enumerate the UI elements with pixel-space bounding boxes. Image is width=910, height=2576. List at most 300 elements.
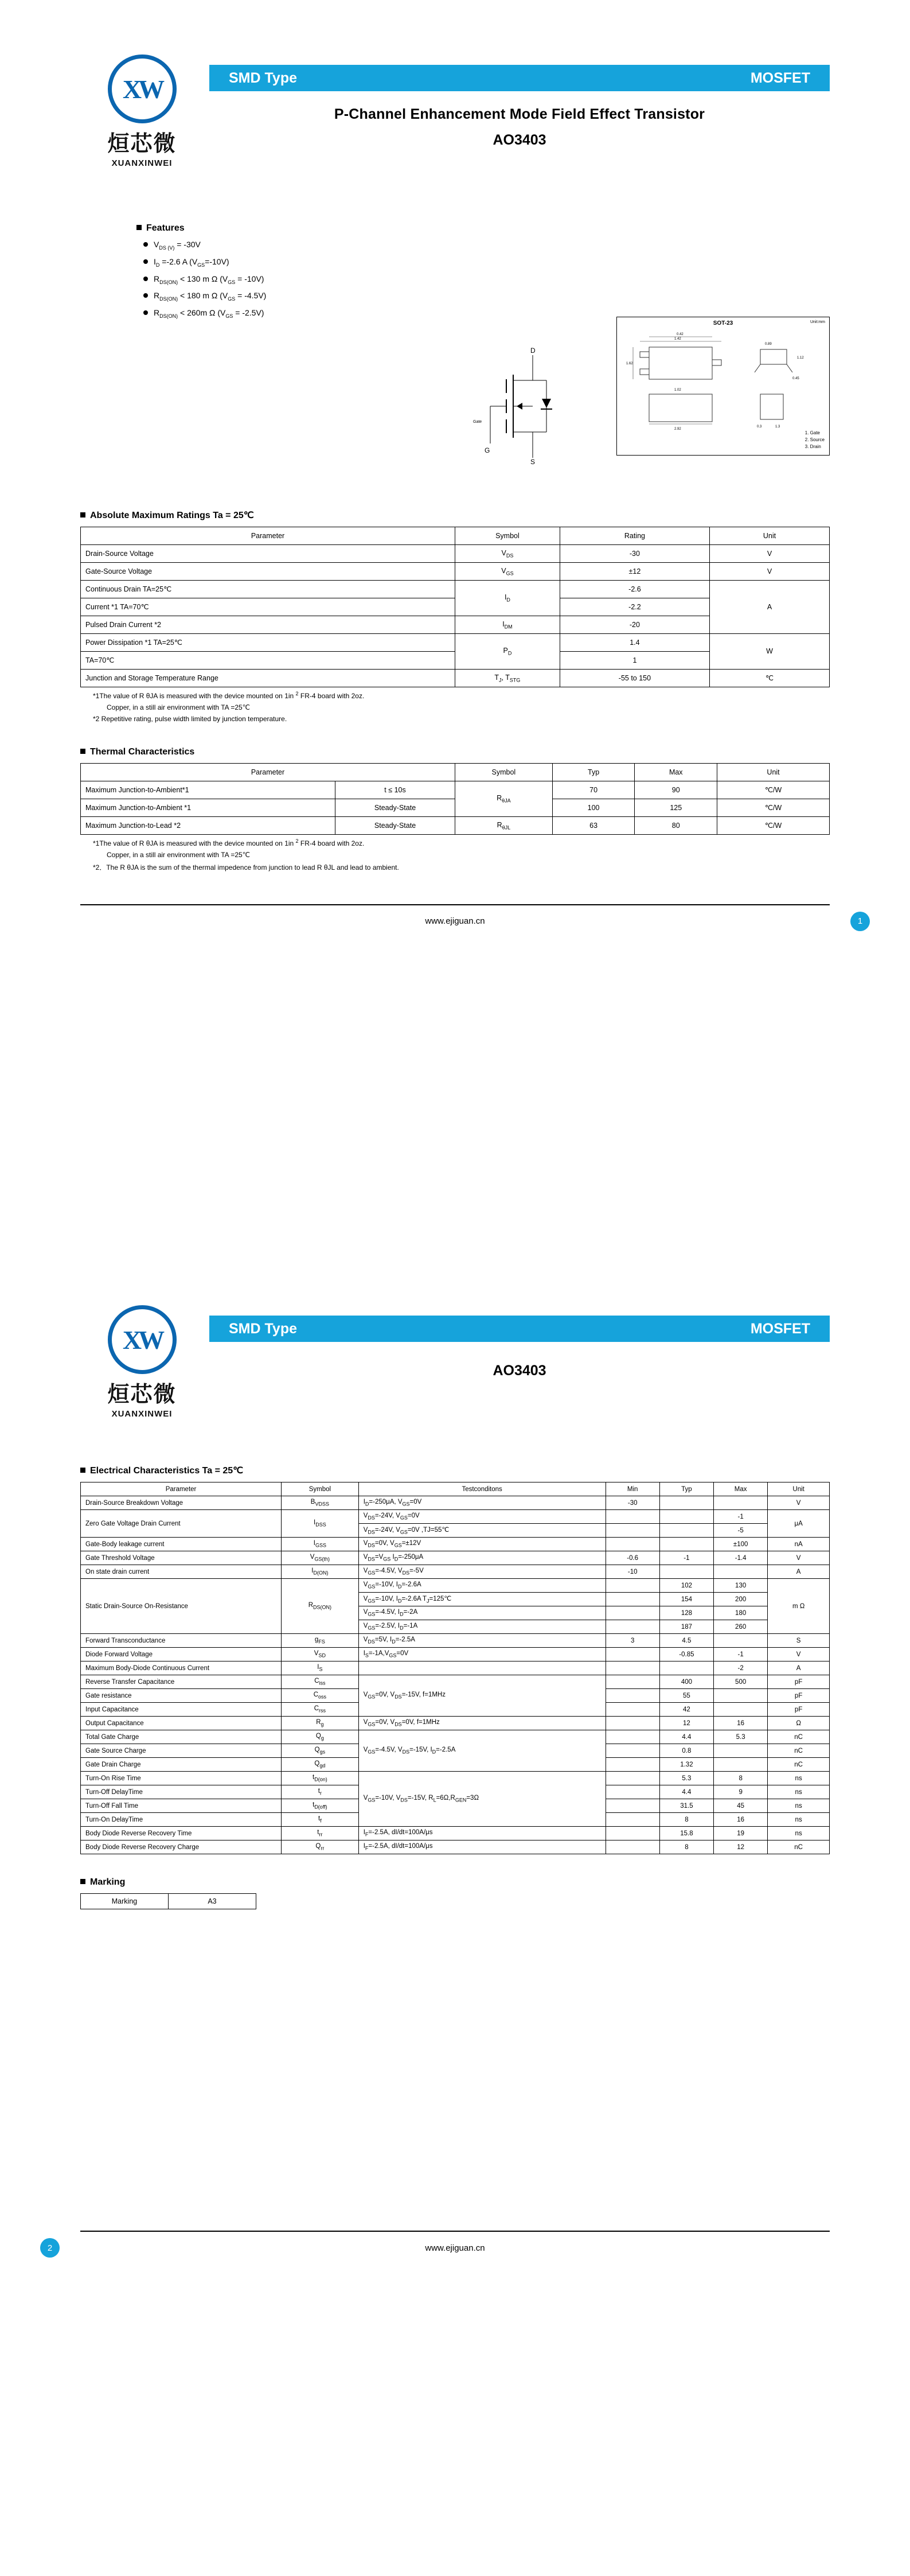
- cell-max: 16: [714, 1717, 768, 1730]
- cell-condition: $V_{GS}=0V$, $V_{DS}=-15V$, f=1MHz: [358, 1675, 606, 1717]
- cell-unit: nC: [768, 1744, 830, 1758]
- cell-min: -10: [606, 1565, 659, 1579]
- cell-parameter: Gate Drain Charge: [81, 1758, 282, 1772]
- thermal-note-1: *1The value of R θJA is measured with the device mounted on 1in $^2$ FR-4 board with 2oz.: [93, 838, 365, 847]
- marking-title: Marking: [80, 1877, 830, 1888]
- cell-condition: $V_{DS}=0V$, $V_{GS}=\pm 12V$: [358, 1538, 606, 1551]
- column-header: Unit: [768, 1482, 830, 1496]
- cell-parameter: Drain-Source Breakdown Voltage: [81, 1496, 282, 1510]
- header-banner: [209, 65, 830, 91]
- table-row: [81, 1675, 830, 1689]
- cell-parameter: Gate Source Charge: [81, 1744, 282, 1758]
- logo-mark: XW: [122, 1325, 162, 1355]
- table-header-row: [81, 1482, 830, 1496]
- cell-typ: 154: [659, 1593, 713, 1606]
- cell-symbol: $V_{SD}$: [282, 1648, 359, 1661]
- cell-parameter: Gate-Source Voltage: [81, 562, 455, 580]
- cell-max: [714, 1703, 768, 1717]
- table-row: [81, 580, 830, 598]
- cell-max: 180: [714, 1606, 768, 1620]
- column-header: Testconditons: [358, 1482, 606, 1496]
- cell-parameter: Current *1 TA=70℃: [81, 598, 455, 616]
- cell-symbol: $V_{GS}$: [455, 562, 560, 580]
- column-header: Symbol: [282, 1482, 359, 1496]
- table-row: [81, 1496, 830, 1510]
- features-title: Features: [136, 223, 830, 234]
- cell-unit: Ω: [768, 1717, 830, 1730]
- cell-parameter: Maximum Body-Diode Continuous Current: [81, 1661, 282, 1675]
- svg-text:G: G: [484, 446, 490, 454]
- thermal-note-2: Copper, in a still air environment with TA =25℃: [107, 850, 251, 859]
- cell-condition: $V_{GS}=-10V$, $I_D=-2.6A$: [358, 1579, 606, 1593]
- column-header: Rating: [560, 527, 709, 544]
- cell-symbol: $g_{FS}$: [282, 1634, 359, 1648]
- cell-symbol: $C_{rss}$: [282, 1703, 359, 1717]
- thermal-note-3: *2．The R θJA is the sum of the thermal impedence from junction to lead R θJL and lead to ambient.: [93, 863, 399, 871]
- part-number: AO3403: [493, 1363, 546, 1379]
- column-header: Parameter: [81, 527, 455, 544]
- cell-symbol: $I_{GSS}$: [282, 1538, 359, 1551]
- cell-symbol: $Q_g$: [282, 1730, 359, 1744]
- cell-condition: $V_{GS}=-4.5V$, $V_{DS}=-15V$, $I_D=-2.5A$: [358, 1730, 606, 1772]
- cell-min: [606, 1661, 659, 1675]
- bullet-square-icon: [80, 1468, 85, 1473]
- cell-parameter: Forward Transconductance: [81, 1634, 282, 1648]
- cell-min: [606, 1827, 659, 1840]
- cell-typ: 31.5: [659, 1799, 713, 1813]
- cell-min: [606, 1510, 659, 1524]
- bullet-square-icon: [80, 1879, 85, 1884]
- pin-2: 2. Source: [804, 437, 825, 442]
- cell-symbol: $t_{rr}$: [282, 1827, 359, 1840]
- cell-typ: 70: [552, 781, 635, 799]
- features-list: [143, 240, 830, 319]
- cell-parameter: Zero Gate Voltage Drain Current: [81, 1510, 282, 1538]
- table-row: [81, 1634, 830, 1648]
- feature-item: $I_D =-2.6$ A $(V_{GS}=-10V)$: [143, 257, 830, 268]
- electrical-section: [80, 1465, 830, 1854]
- cell-parameter: Drain-Source Voltage: [81, 544, 455, 562]
- cell-max: -2: [714, 1661, 768, 1675]
- cell-min: [606, 1840, 659, 1854]
- cell-symbol: $t_{D(on)}$: [282, 1772, 359, 1785]
- cell-unit: W: [710, 633, 830, 669]
- cell-typ: 1.32: [659, 1758, 713, 1772]
- cell-symbol: $I_S$: [282, 1661, 359, 1675]
- cell-symbol: $C_{iss}$: [282, 1675, 359, 1689]
- cell-max: ±100: [714, 1538, 768, 1551]
- cell-typ: [659, 1565, 713, 1579]
- cell-typ: 4.4: [659, 1730, 713, 1744]
- cell-symbol: $Q_{gd}$: [282, 1758, 359, 1772]
- cell-condition: Steady-State: [335, 799, 455, 816]
- table-row: [81, 544, 830, 562]
- company-name-cn: 烜芯微: [107, 132, 177, 156]
- bullet-square-icon: [80, 512, 85, 517]
- cell-symbol: $B_{VDSS}$: [282, 1496, 359, 1510]
- cell-unit: pF: [768, 1703, 830, 1717]
- cell-symbol: $I_D$: [455, 580, 560, 616]
- cell-unit: ℃: [710, 669, 830, 687]
- cell-max: [714, 1565, 768, 1579]
- abs-max-note-1: *1The value of R θJA is measured with the device mounted on 1in $^2$ FR-4 board with 2oz.: [93, 690, 365, 700]
- cell-max: -1.4: [714, 1551, 768, 1565]
- cell-parameter: Maximum Junction-to-Ambient*1: [81, 781, 335, 799]
- cell-parameter: Maximum Junction-to-Lead *2: [81, 816, 335, 834]
- table-row: [81, 562, 830, 580]
- cell-symbol: $V_{DS}$: [455, 544, 560, 562]
- cell-unit: V: [710, 544, 830, 562]
- cell-unit: S: [768, 1634, 830, 1648]
- cell-typ: -0.85: [659, 1648, 713, 1661]
- cell-parameter: Turn-On Rise Time: [81, 1772, 282, 1785]
- cell-min: [606, 1813, 659, 1827]
- cell-unit: ns: [768, 1827, 830, 1840]
- bullet-square-icon: [80, 749, 85, 754]
- table-row: [81, 1840, 830, 1854]
- marking-label: Marking: [81, 1894, 169, 1909]
- cell-max: 200: [714, 1593, 768, 1606]
- company-logo: [80, 1305, 204, 1419]
- cell-typ: 55: [659, 1689, 713, 1703]
- table-row: [81, 1827, 830, 1840]
- cell-rating: -30: [560, 544, 709, 562]
- part-number: AO3403: [493, 132, 546, 148]
- thermal-table: [80, 763, 830, 835]
- cell-max: [714, 1634, 768, 1648]
- cell-typ: 400: [659, 1675, 713, 1689]
- cell-unit: V: [768, 1496, 830, 1510]
- cell-rating: ±12: [560, 562, 709, 580]
- cell-typ: 15.8: [659, 1827, 713, 1840]
- cell-max: 9: [714, 1785, 768, 1799]
- cell-unit: V: [710, 562, 830, 580]
- cell-max: 90: [635, 781, 717, 799]
- cell-unit: ns: [768, 1772, 830, 1785]
- cell-typ: [659, 1496, 713, 1510]
- page-1: [0, 0, 910, 1271]
- cell-condition: Steady-State: [335, 816, 455, 834]
- page-2-footer: [47, 2232, 830, 2264]
- cell-condition: $V_{GS}=-4.5V$, $I_D=-2A$: [358, 1606, 606, 1620]
- cell-symbol: $I_{DM}$: [455, 616, 560, 633]
- cell-symbol: $P_D$: [455, 633, 560, 669]
- cell-parameter: Gate-Body leakage current: [81, 1538, 282, 1551]
- cell-symbol: $R_{\theta JA}$: [455, 781, 553, 816]
- column-header: Typ: [659, 1482, 713, 1496]
- page-header: [80, 0, 830, 168]
- cell-unit: m Ω: [768, 1579, 830, 1634]
- feature-item: $R_{DS(ON)} < 260m$ Ω $(V_{GS} = -2.5V)$: [143, 308, 830, 319]
- cell-unit: ns: [768, 1813, 830, 1827]
- bullet-dot-icon: [143, 259, 148, 264]
- cell-parameter: Gate resistance: [81, 1689, 282, 1703]
- cell-min: [606, 1689, 659, 1703]
- abs-max-table: [80, 527, 830, 687]
- cell-condition: [358, 1661, 606, 1675]
- marking-section: [80, 1877, 830, 1909]
- cell-rating: -20: [560, 616, 709, 633]
- cell-typ: 42: [659, 1703, 713, 1717]
- cell-min: 3: [606, 1634, 659, 1648]
- banner-left-label: SMD Type: [229, 1320, 297, 1337]
- cell-parameter: Reverse Transfer Capacitance: [81, 1675, 282, 1689]
- cell-unit: nC: [768, 1758, 830, 1772]
- cell-unit: pF: [768, 1689, 830, 1703]
- cell-parameter: TA=70℃: [81, 651, 455, 669]
- cell-unit: ns: [768, 1785, 830, 1799]
- cell-typ: [659, 1510, 713, 1524]
- table-row: [81, 781, 830, 799]
- table-row: [81, 1894, 256, 1909]
- cell-max: 8: [714, 1772, 768, 1785]
- svg-text:Gate: Gate: [472, 419, 482, 424]
- cell-max: 16: [714, 1813, 768, 1827]
- cell-condition: $V_{DS}=V_{GS}$ $I_D=-250\mu A$: [358, 1551, 606, 1565]
- cell-condition: $V_{GS}=0V$, $V_{DS}=0V$, f=1MHz: [358, 1717, 606, 1730]
- bullet-square-icon: [136, 225, 142, 230]
- company-logo: [80, 55, 204, 168]
- column-header: Max: [635, 763, 717, 781]
- table-row: [81, 1565, 830, 1579]
- cell-parameter: Turn-Off Fall Time: [81, 1799, 282, 1813]
- cell-parameter: Gate Threshold Voltage: [81, 1551, 282, 1565]
- cell-unit: V: [768, 1648, 830, 1661]
- package-title: SOT-23: [713, 320, 733, 326]
- cell-parameter: Continuous Drain TA=25℃: [81, 580, 455, 598]
- banner-right-label: MOSFET: [750, 69, 810, 86]
- cell-min: [606, 1620, 659, 1634]
- cell-parameter: Maximum Junction-to-Ambient *1: [81, 799, 335, 816]
- cell-symbol: $t_{D(off)}$: [282, 1799, 359, 1813]
- company-name-pinyin: XUANXINWEI: [111, 1409, 173, 1419]
- table-row: [81, 633, 830, 651]
- cell-min: -0.6: [606, 1551, 659, 1565]
- features-section: [80, 223, 830, 319]
- cell-min: [606, 1648, 659, 1661]
- cell-typ: [659, 1538, 713, 1551]
- cell-rating: 1.4: [560, 633, 709, 651]
- cell-condition: $I_S=-1A,V_{GS}=0V$: [358, 1648, 606, 1661]
- cell-parameter: Diode Forward Voltage: [81, 1648, 282, 1661]
- column-header: Symbol: [455, 763, 553, 781]
- abs-max-note-3: *2 Repetitive rating, pulse width limited by junction temperature.: [93, 714, 287, 723]
- cell-min: -30: [606, 1496, 659, 1510]
- schematic-diagram: [449, 346, 616, 469]
- cell-condition: $V_{DS}=5V$, $I_D=-2.5A$: [358, 1634, 606, 1648]
- svg-text:1.62: 1.62: [626, 361, 633, 365]
- column-header: Typ: [552, 763, 635, 781]
- cell-max: -5: [714, 1524, 768, 1538]
- cell-condition: $V_{GS}=-10V$, $I_D=-2.6A$ $T_J=125℃$: [358, 1593, 606, 1606]
- table-row: [81, 1772, 830, 1785]
- cell-max: 5.3: [714, 1730, 768, 1744]
- cell-typ: -1: [659, 1551, 713, 1565]
- cell-parameter: Pulsed Drain Current *2: [81, 616, 455, 633]
- cell-unit: nC: [768, 1840, 830, 1854]
- cell-max: 19: [714, 1827, 768, 1840]
- cell-min: [606, 1758, 659, 1772]
- cell-min: [606, 1675, 659, 1689]
- cell-condition: $I_F=-2.5A$, dI/dt=100A/μs: [358, 1840, 606, 1854]
- cell-rating: -2.6: [560, 580, 709, 598]
- cell-typ: 100: [552, 799, 635, 816]
- cell-parameter: Total Gate Charge: [81, 1730, 282, 1744]
- bullet-dot-icon: [143, 310, 148, 315]
- cell-condition: $I_D=-250\mu A$, $V_{GS}=0V$: [358, 1496, 606, 1510]
- svg-text:S: S: [530, 457, 535, 466]
- svg-text:1.42: 1.42: [674, 337, 681, 341]
- cell-min: [606, 1744, 659, 1758]
- cell-parameter: Static Drain-Source On-Resistance: [81, 1579, 282, 1634]
- package-pin-list: [805, 430, 825, 450]
- cell-condition: $V_{GS}=-2.5V$, $I_D=-1A$: [358, 1620, 606, 1634]
- cell-typ: 102: [659, 1579, 713, 1593]
- cell-parameter: Power Dissipation *1 TA=25℃: [81, 633, 455, 651]
- table-row: [81, 1538, 830, 1551]
- cell-max: 80: [635, 816, 717, 834]
- banner-left-label: SMD Type: [229, 69, 297, 86]
- svg-text:0.89: 0.89: [765, 342, 772, 346]
- marking-table: [80, 1893, 256, 1909]
- table-row: [81, 1717, 830, 1730]
- package-drawing: [616, 317, 830, 469]
- cell-unit: nC: [768, 1730, 830, 1744]
- cell-typ: 4.4: [659, 1785, 713, 1799]
- cell-symbol: $t_f$: [282, 1813, 359, 1827]
- footer-url[interactable]: www.ejiguan.cn: [425, 2243, 485, 2253]
- cell-typ: [659, 1661, 713, 1675]
- cell-symbol: $I_{D(ON)}$: [282, 1565, 359, 1579]
- cell-rating: 1: [560, 651, 709, 669]
- svg-text:0.42: 0.42: [677, 332, 684, 336]
- page-number: 2: [40, 2238, 60, 2258]
- cell-max: -1: [714, 1510, 768, 1524]
- company-name-pinyin: XUANXINWEI: [111, 158, 173, 168]
- cell-symbol: $V_{GS(th)}$: [282, 1551, 359, 1565]
- cell-min: [606, 1524, 659, 1538]
- table-header-row: [81, 763, 830, 781]
- cell-condition: $V_{GS}=-4.5V$, $V_{DS}=-5V$: [358, 1565, 606, 1579]
- abs-max-title: Absolute Maximum Ratings Ta = 25℃: [80, 509, 830, 521]
- pin-1: 1. Gate: [804, 430, 820, 435]
- cell-parameter: Body Diode Reverse Recovery Charge: [81, 1840, 282, 1854]
- cell-symbol: $Q_{gs}$: [282, 1744, 359, 1758]
- abs-max-section: [80, 509, 830, 723]
- cell-typ: 12: [659, 1717, 713, 1730]
- page-header: [80, 1271, 830, 1419]
- cell-min: [606, 1730, 659, 1744]
- cell-symbol: $C_{oss}$: [282, 1689, 359, 1703]
- cell-min: [606, 1785, 659, 1799]
- column-header: Min: [606, 1482, 659, 1496]
- cell-unit: A: [768, 1661, 830, 1675]
- cell-typ: 0.8: [659, 1744, 713, 1758]
- cell-unit: ℃/W: [717, 781, 830, 799]
- svg-text:2.92: 2.92: [674, 427, 681, 431]
- page-1-footer: [80, 905, 863, 937]
- cell-typ: 4.5: [659, 1634, 713, 1648]
- cell-min: [606, 1538, 659, 1551]
- cell-parameter: Input Capacitance: [81, 1703, 282, 1717]
- cell-symbol: $R_g$: [282, 1717, 359, 1730]
- cell-typ: [659, 1524, 713, 1538]
- table-row: [81, 1661, 830, 1675]
- cell-max: [714, 1758, 768, 1772]
- cell-unit: V: [768, 1551, 830, 1565]
- header-banner: [209, 1316, 830, 1342]
- cell-min: [606, 1799, 659, 1813]
- column-header: Max: [714, 1482, 768, 1496]
- svg-text:1.3: 1.3: [775, 425, 780, 429]
- cell-max: 12: [714, 1840, 768, 1854]
- cell-condition: $V_{DS}=-24V$, $V_{GS}=0V$ ,TJ=55℃: [358, 1524, 606, 1538]
- footer-url[interactable]: www.ejiguan.cn: [425, 916, 485, 927]
- cell-typ: 8: [659, 1813, 713, 1827]
- company-name-cn: 烜芯微: [107, 1383, 177, 1407]
- column-header: Parameter: [81, 763, 455, 781]
- cell-unit: pF: [768, 1675, 830, 1689]
- page-number: 1: [850, 912, 870, 931]
- cell-max: 130: [714, 1579, 768, 1593]
- cell-max: 45: [714, 1799, 768, 1813]
- cell-symbol: $t_r$: [282, 1785, 359, 1799]
- cell-symbol: $R_{\theta JL}$: [455, 816, 553, 834]
- table-row: [81, 1551, 830, 1565]
- abs-max-note-2: Copper, in a still air environment with TA =25℃: [107, 703, 251, 711]
- cell-condition: $V_{DS}=-24V$, $V_{GS}=0V$: [358, 1510, 606, 1524]
- svg-text:1.02: 1.02: [674, 388, 681, 392]
- cell-condition: $I_F=-2.5A$, dI/dt=100A/μs: [358, 1827, 606, 1840]
- cell-min: [606, 1772, 659, 1785]
- svg-text:1.12: 1.12: [797, 356, 804, 360]
- page-2: [0, 1271, 910, 2576]
- svg-text:D: D: [530, 346, 536, 355]
- cell-unit: nA: [768, 1538, 830, 1551]
- thermal-section: [80, 747, 830, 872]
- table-row: [81, 669, 830, 687]
- cell-max: [714, 1496, 768, 1510]
- thermal-title: Thermal Characteristics: [80, 747, 830, 757]
- column-header: Symbol: [455, 527, 560, 544]
- column-header: Unit: [710, 527, 830, 544]
- cell-min: [606, 1606, 659, 1620]
- cell-max: 500: [714, 1675, 768, 1689]
- logo-circle-icon: [108, 55, 177, 123]
- pin-3: 3. Drain: [804, 443, 821, 449]
- cell-max: 125: [635, 799, 717, 816]
- cell-parameter: Body Diode Reverse Recovery Time: [81, 1827, 282, 1840]
- svg-text:0.3: 0.3: [757, 425, 762, 429]
- cell-unit: μA: [768, 1510, 830, 1538]
- table-row: [81, 1510, 830, 1524]
- table-header-row: [81, 527, 830, 544]
- package-unit-note: Unit:mm: [810, 320, 825, 324]
- cell-typ: 5.3: [659, 1772, 713, 1785]
- cell-unit: ℃/W: [717, 799, 830, 816]
- column-header: Parameter: [81, 1482, 282, 1496]
- feature-item: $R_{DS(ON)} < 130$ m Ω $(V_{GS} = -10V)$: [143, 274, 830, 285]
- cell-rating: -2.2: [560, 598, 709, 616]
- cell-symbol: $I_{DSS}$: [282, 1510, 359, 1538]
- cell-min: [606, 1593, 659, 1606]
- svg-text:0.45: 0.45: [792, 376, 799, 380]
- marking-value: A3: [169, 1894, 256, 1909]
- cell-parameter: Junction and Storage Temperature Range: [81, 669, 455, 687]
- cell-unit: A: [710, 580, 830, 633]
- cell-typ: 8: [659, 1840, 713, 1854]
- table-row: [81, 1579, 830, 1593]
